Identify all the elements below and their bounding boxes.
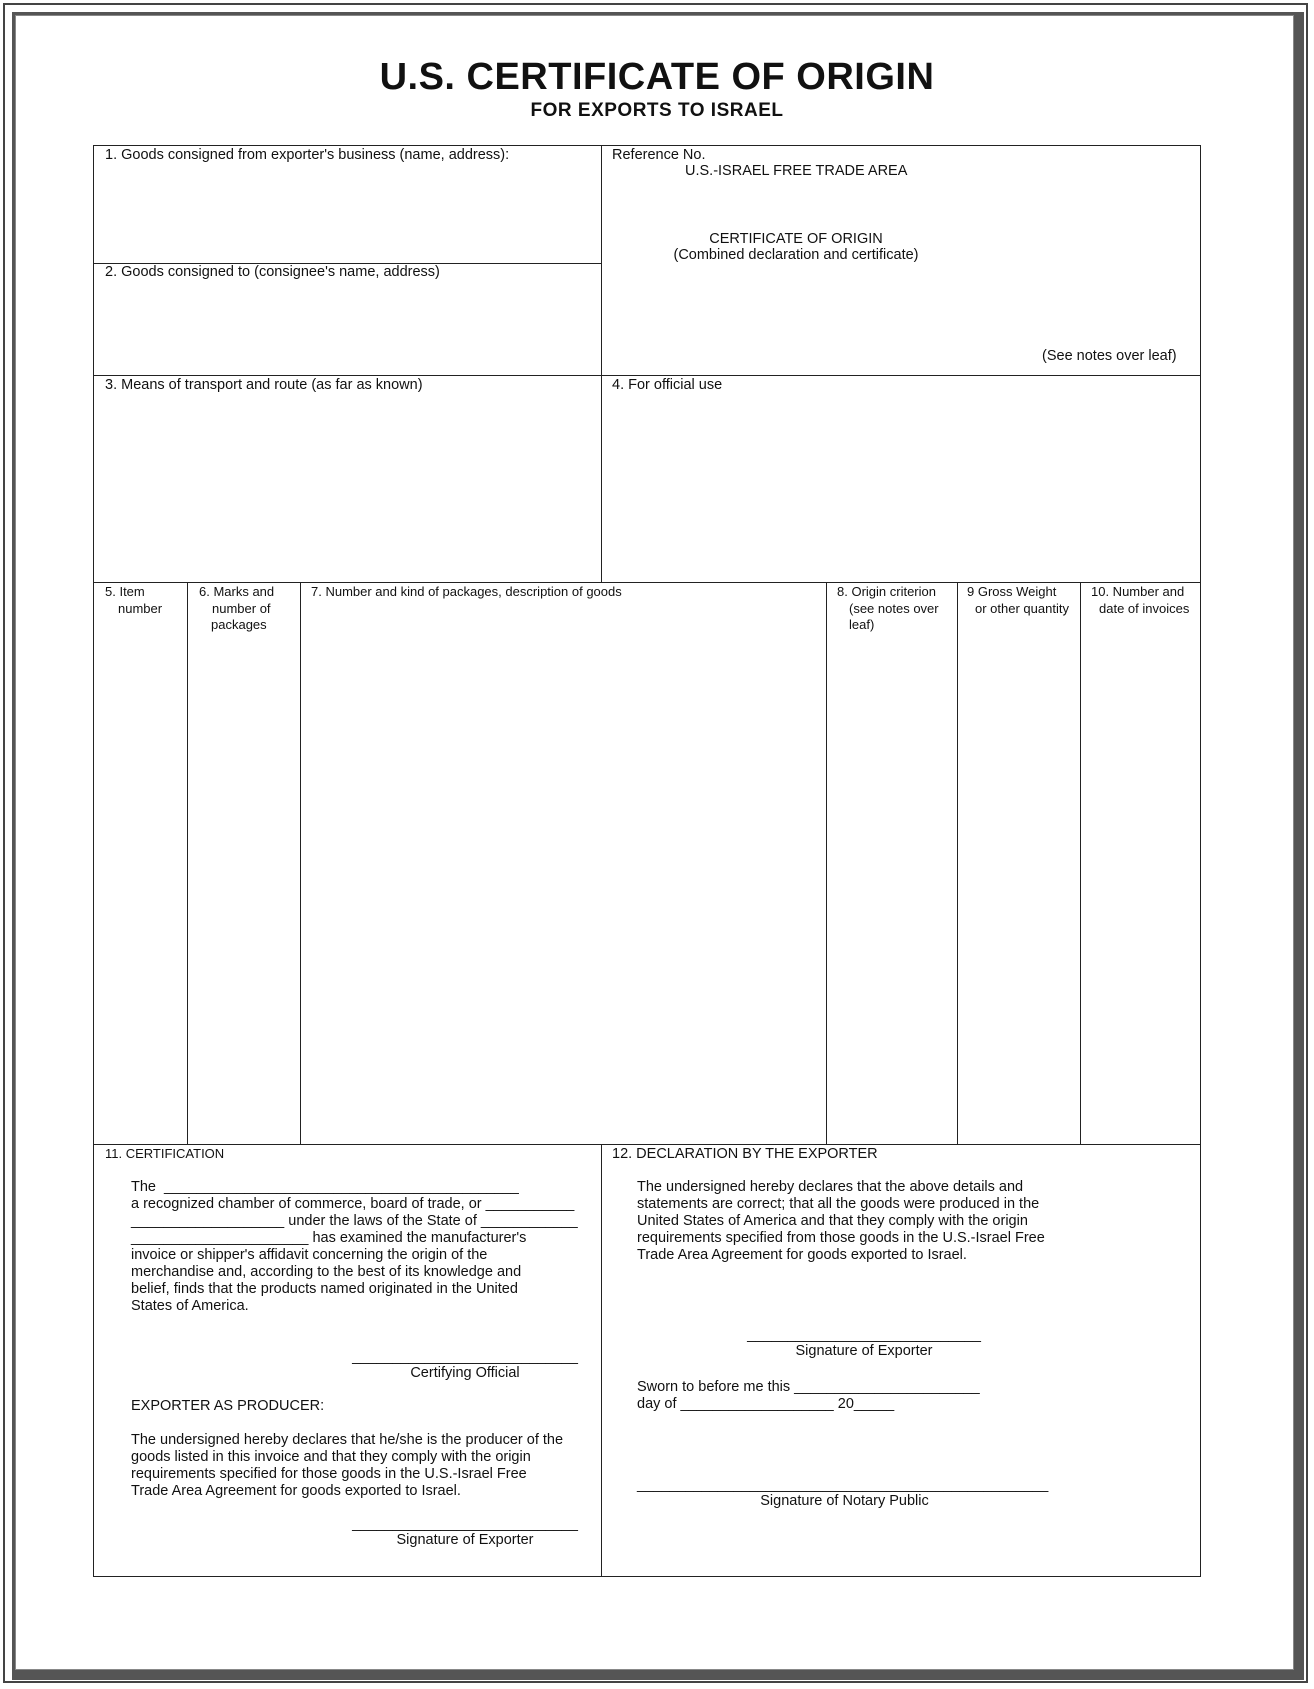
producer-line-1: The undersigned hereby declares that he/she is the producer of the xyxy=(131,1432,564,1448)
col8-line3: leaf) xyxy=(849,617,875,632)
box4-label[interactable]: 4. For official use xyxy=(612,377,723,393)
exporter-producer-heading: EXPORTER AS PRODUCER: xyxy=(131,1398,325,1414)
certification-line-2: a recognized chamber of commerce, board of trade, or ___________ xyxy=(131,1196,575,1212)
declaration-line-3: United States of America and that they comply with the origin xyxy=(637,1213,1028,1229)
producer-line-3: requirements specified for those goods in the U.S.-Israel Free xyxy=(131,1466,527,1482)
sworn-line-2[interactable]: day of ___________________ 20_____ xyxy=(637,1396,895,1412)
col6-line1: 6. Marks and xyxy=(199,584,275,599)
certification-line-1: The ____________________________________________ xyxy=(131,1179,519,1195)
reference-no-label[interactable]: Reference No. xyxy=(612,147,706,163)
col10-line2: date of invoices xyxy=(1099,601,1190,616)
divider-top-middle xyxy=(601,146,602,583)
certifying-official-line[interactable]: ____________________________ xyxy=(352,1349,578,1365)
divider-row4 xyxy=(94,1144,1201,1145)
col6-line3: packages xyxy=(211,617,267,632)
document-subtitle: FOR EXPORTS TO ISRAEL xyxy=(530,100,784,121)
box3-label[interactable]: 3. Means of transport and route (as far as known) xyxy=(105,377,423,393)
notary-signature-line[interactable]: ___________________________________________________ xyxy=(637,1477,1049,1493)
certification-line-6: merchandise and, according to the best of its knowledge and xyxy=(131,1264,522,1280)
divider-bottom-middle xyxy=(601,1144,602,1577)
divider-col8 xyxy=(957,582,958,1145)
divider-col9 xyxy=(1080,582,1081,1145)
exporter-signature-label: Signature of Exporter xyxy=(795,1343,933,1359)
declaration-line-5: Trade Area Agreement for goods exported to Israel. xyxy=(637,1247,967,1263)
box1-label[interactable]: 1. Goods consigned from exporter's business (name, address): xyxy=(105,147,510,163)
declaration-line-1: The undersigned hereby declares that the above details and xyxy=(637,1179,1024,1195)
col5-line2: number xyxy=(118,601,163,616)
certifying-official-label: Certifying Official xyxy=(410,1365,520,1381)
col7-line1: 7. Number and kind of packages, description of goods xyxy=(311,584,622,599)
notary-signature-label: Signature of Notary Public xyxy=(760,1493,929,1509)
sworn-line-1[interactable]: Sworn to before me this _______________________ xyxy=(637,1379,980,1395)
declaration-heading: 12. DECLARATION BY THE EXPORTER xyxy=(612,1146,878,1162)
producer-signature-label: Signature of Exporter xyxy=(396,1532,534,1548)
exporter-signature-line[interactable]: _____________________________ xyxy=(747,1327,981,1343)
certification-heading: 11. CERTIFICATION xyxy=(105,1146,225,1161)
document-title: U.S. CERTIFICATE OF ORIGIN xyxy=(379,56,935,98)
col8-line1: 8. Origin criterion xyxy=(837,584,936,599)
declaration-line-4: requirements specified from those goods in the U.S.-Israel Free xyxy=(637,1230,1045,1246)
producer-line-4: Trade Area Agreement for goods exported to Israel. xyxy=(131,1483,461,1499)
certification-line-4: ______________________ has examined the manufacturer's xyxy=(131,1230,527,1246)
certification-line-5: invoice or shipper's affidavit concerning the origin of the xyxy=(131,1247,488,1263)
divider-col5 xyxy=(187,582,188,1145)
divider-row3 xyxy=(94,582,1201,583)
certification-line-3: ___________________ under the laws of the State of ____________ xyxy=(131,1213,578,1229)
box2-label[interactable]: 2. Goods consigned to (consignee's name, address) xyxy=(105,264,440,280)
certificate-title: CERTIFICATE OF ORIGIN xyxy=(709,231,883,247)
divider-col6 xyxy=(300,582,301,1145)
producer-line-2: goods listed in this invoice and that they comply with the origin xyxy=(131,1449,531,1465)
producer-signature-line[interactable]: ____________________________ xyxy=(352,1516,578,1532)
declaration-line-2: statements are correct; that all the goods were produced in the xyxy=(637,1196,1040,1212)
certification-line-8: States of America. xyxy=(131,1298,249,1314)
divider-col7 xyxy=(826,582,827,1145)
see-notes: (See notes over leaf) xyxy=(1042,348,1177,364)
certificate-form xyxy=(93,145,1201,1577)
col9-line1: 9 Gross Weight xyxy=(967,584,1057,599)
certification-line-7: belief, finds that the products named originated in the United xyxy=(131,1281,518,1297)
col10-line1: 10. Number and xyxy=(1091,584,1185,599)
col6-line2: number of xyxy=(212,601,271,616)
col5-line1: 5. Item xyxy=(105,584,145,599)
col9-line2: or other quantity xyxy=(975,601,1069,616)
divider-row2 xyxy=(94,375,1201,376)
col8-line2: (see notes over xyxy=(849,601,939,616)
reference-heading: U.S.-ISRAEL FREE TRADE AREA xyxy=(685,163,908,179)
certificate-subtitle: (Combined declaration and certificate) xyxy=(673,247,919,263)
